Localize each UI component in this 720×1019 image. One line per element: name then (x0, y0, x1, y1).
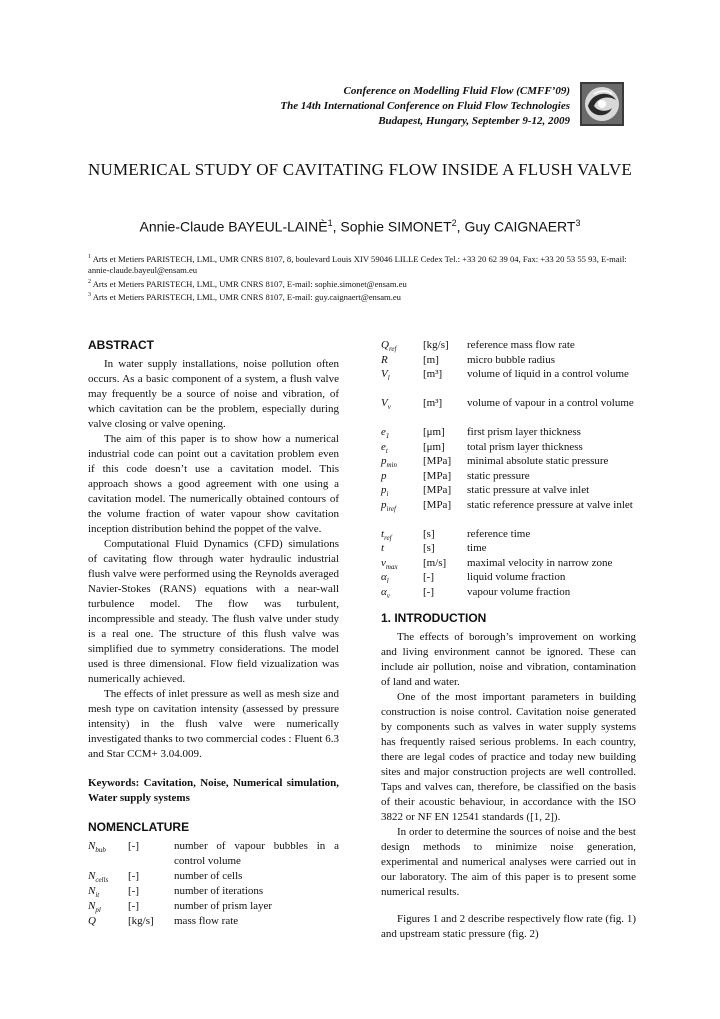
nomenclature-row (381, 570, 636, 585)
nomenclature-description: reference time (467, 527, 531, 540)
nomenclature-row (381, 425, 636, 440)
conference-line-1: Conference on Modelling Fluid Flow (CMFF’09) (343, 85, 570, 97)
nomenclature-row (381, 440, 636, 455)
nomenclature-description: number of iterations (174, 885, 264, 897)
nomenclature-unit: [μm] (423, 426, 445, 438)
nomenclature-symbol: $Q_{ref}$ (381, 339, 397, 354)
nomenclature-row (381, 541, 636, 556)
keywords: Keywords: Cavitation, Noise, Numerical simulation, Water supply systems (88, 777, 339, 804)
nomenclature-symbol: $p_i$ (381, 484, 389, 499)
paper-title-text: NUMERICAL STUDY OF CAVITATING FLOW INSIDE A FLUSH VALVE (88, 160, 632, 179)
nomenclature-unit: [-] (128, 885, 139, 897)
abstract-heading: ABSTRACT (88, 338, 154, 352)
nomenclature-row (381, 353, 636, 368)
nomenclature-description: maximal velocity in narrow zone (467, 556, 613, 569)
nomenclature-unit: [-] (423, 571, 434, 583)
nomenclature-symbol: $v_{max}$ (381, 556, 398, 571)
affiliation-1: $^1$ Arts et Metiers PARISTECH, LML, UMR CNRS 8107, 8, boulevard Louis XIV 59046 LILLE Cedex Tel.: +33 20 62 39 04, Fax: +33 20 53 55 93, E-mail: annie-claude.bayeul@ensam.eu (88, 253, 627, 276)
nomenclature-row (88, 869, 339, 884)
author-3-sup: 3 (575, 218, 581, 228)
nomenclature-symbol: $p_{iref}$ (381, 498, 396, 513)
abstract-paragraph-1: In water supply installations, noise pollution often occurs. As a basic component of a system, a flush valve may frequently be a source of noise and vibration, of which cavitation can be the problem, especially during valve closing or valve opening. (88, 358, 339, 430)
author-1: Annie-Claude BAYEUL-LAINÈ (139, 218, 328, 235)
nomenclature-unit: [m] (423, 353, 439, 366)
nomenclature-unit: [m³] (423, 368, 443, 380)
nomenclature-row (381, 469, 636, 484)
nomenclature-symbol: p (381, 469, 387, 482)
nomenclature-description: time (467, 542, 487, 554)
nomenclature-symbol: $\alpha_l$ (381, 571, 389, 586)
affiliation-3: $^3$ Arts et Metiers PARISTECH, LML, UMR CNRS 8107, E-mail: guy.caignaert@ensam.eu (88, 292, 401, 303)
introduction-paragraph-1: The effects of borough’s improvement on working and living environment cannot be ignored. These can include air pollution, noise and vibration, contamination of land and water. (381, 631, 636, 688)
nomenclature-right-list (381, 338, 636, 599)
nomenclature-unit: [-] (128, 870, 139, 882)
nomenclature-unit: [MPa] (423, 498, 452, 511)
nomenclature-symbol: R (381, 353, 388, 366)
nomenclature-symbol: $N_{cells}$ (88, 870, 109, 885)
nomenclature-symbol: $N_{bub}$ (88, 840, 106, 855)
nomenclature-unit: [-] (128, 900, 139, 912)
nomenclature-row (381, 367, 636, 396)
nomenclature-symbol: $N_{it}$ (88, 885, 100, 900)
nomenclature-description: total prism layer thickness (467, 440, 583, 453)
nomenclature-description: vapour volume fraction (467, 585, 571, 598)
nomenclature-symbol: $N_{pl}$ (88, 900, 101, 915)
nomenclature-unit: [MPa] (423, 484, 452, 496)
nomenclature-symbol: $V_l$ (381, 368, 390, 383)
nomenclature-symbol: $\alpha_v$ (381, 585, 390, 600)
nomenclature-unit: [-] (423, 585, 434, 598)
nomenclature-row (381, 585, 636, 600)
nomenclature-unit: [m/s] (423, 556, 447, 569)
introduction-paragraph-2: One of the most important parameters in building construction is noise control. Cavitation noise generated by components such as valves in water supply systems has frequently raised serious problems. In each country, there are legal codes of practice and today new building sites and major construction projects are well controlled. Taps and valves can, therefore, be classified on the basis of their acoustic behaviour, in accordance with the ISO 3822 or NF EN 12541 standards ([1, 2]). (381, 691, 636, 823)
author-2-sup: 2 (451, 218, 457, 228)
nomenclature-row (381, 454, 636, 469)
abstract-paragraph-4: The effects of inlet pressure as well as mesh size and mesh type on cavitation intensity (assessed by pressure intensity) in the flush valve were numerically investigated thanks to two commercial codes : Fluent 6.3 and Star CCM+ 3.04.009. (88, 688, 339, 760)
nomenclature-description: static pressure at valve inlet (467, 484, 590, 496)
nomenclature-row (381, 483, 636, 498)
nomenclature-description: number of prism layer (174, 900, 273, 912)
abstract-paragraph-2: The aim of this paper is to show how a numerical industrial code can point out a cavitation problem even if this code doesn’t use a cavitation model. This approach shows a good agreement with one using a cavitation model. The numerically obtained contours of the volume fraction of water vapour show cavitation inception distribution behind the poppet of the valve. (88, 433, 339, 535)
nomenclature-description: minimal absolute static pressure (467, 455, 609, 467)
nomenclature-symbol: Q (88, 915, 96, 927)
nomenclature-description: first prism layer thickness (467, 426, 581, 438)
nomenclature-description: liquid volume fraction (467, 571, 566, 583)
nomenclature-row (381, 556, 636, 571)
nomenclature-symbol: $V_v$ (381, 397, 391, 412)
nomenclature-row (88, 839, 339, 869)
nomenclature-left-list (88, 839, 339, 929)
nomenclature-description: micro bubble radius (467, 353, 555, 366)
nomenclature-description: static pressure (467, 469, 530, 482)
nomenclature-symbol: t (381, 542, 385, 554)
nomenclature-row (88, 884, 339, 899)
nomenclature-row (88, 914, 339, 929)
nomenclature-description: volume of liquid in a control volume (467, 368, 629, 380)
nomenclature-row (381, 396, 636, 425)
introduction-paragraph-3: In order to determine the sources of noise and the best design methods to minimize noise generation, experimental and numerical analyses were carried out in our laboratory. The aim of this paper is to present some numerical results. (381, 826, 636, 898)
author-2: Sophie SIMONET (340, 218, 452, 235)
conference-logo-icon (580, 82, 624, 126)
conference-line-3: Budapest, Hungary, September 9-12, 2009 (378, 115, 570, 127)
nomenclature-unit: [s] (423, 527, 435, 540)
nomenclature-symbol: $p_{min}$ (381, 455, 397, 470)
left-column (88, 338, 339, 929)
nomenclature-unit: [m³] (423, 397, 443, 409)
conference-header (200, 84, 570, 129)
nomenclature-unit: [μm] (423, 440, 445, 453)
nomenclature-unit: [MPa] (423, 469, 452, 482)
nomenclature-unit: [MPa] (423, 455, 452, 467)
nomenclature-description: number of vapour bubbles in a control volume (174, 840, 339, 867)
right-column (381, 338, 636, 942)
nomenclature-description: static reference pressure at valve inlet (467, 498, 633, 511)
nomenclature-description: mass flow rate (174, 915, 239, 927)
nomenclature-unit: [kg/s] (128, 915, 154, 927)
affiliation-2: $^2$ Arts et Metiers PARISTECH, LML, UMR CNRS 8107, E-mail: sophie.simonet@ensam.eu (88, 278, 407, 289)
nomenclature-heading: NOMENCLATURE (88, 820, 190, 834)
nomenclature-symbol: $t_{ref}$ (381, 527, 392, 542)
author-1-sup: 1 (327, 218, 333, 228)
paper-title (0, 160, 720, 180)
author-3: Guy CAIGNAERT (464, 218, 576, 235)
nomenclature-symbol: $e_1$ (381, 426, 390, 441)
nomenclature-symbol: $e_t$ (381, 440, 388, 455)
nomenclature-description: volume of vapour in a control volume (467, 397, 634, 409)
nomenclature-row (381, 527, 636, 542)
nomenclature-row (381, 338, 636, 353)
introduction-heading: 1. INTRODUCTION (381, 611, 487, 625)
nomenclature-row (381, 498, 636, 527)
conference-line-2: The 14th International Conference on Fluid Flow Technologies (280, 100, 570, 112)
nomenclature-description: reference mass flow rate (467, 339, 575, 351)
affiliations (88, 252, 648, 304)
nomenclature-description: number of cells (174, 870, 243, 882)
author-list: Annie-Claude BAYEUL-LAINÈ$^1$, Sophie SIMONET$^2$, Guy CAIGNAERT$^3$ (139, 218, 581, 235)
abstract-paragraph-3: Computational Fluid Dynamics (CFD) simulations of cavitating flow through water hydraulic industrial flush valve were performed using the Reynolds averaged Navier-Stokes (RANS) equations with a near-wall turbulence model. The flow was turbulent, incompressible and steady. The flush valve under study is a real one. The structure of this flush valve was simplified due to symmetry considerations. The model used is three dimensional. Flow field vizualization was numerically achieved. (88, 538, 339, 685)
nomenclature-row (88, 899, 339, 914)
nomenclature-unit: [kg/s] (423, 339, 449, 351)
nomenclature-unit: [-] (128, 840, 139, 852)
nomenclature-unit: [s] (423, 542, 435, 554)
introduction-paragraph-4: Figures 1 and 2 describe respectively flow rate (fig. 1) and upstream static pressure (fig. 2) (381, 913, 636, 940)
